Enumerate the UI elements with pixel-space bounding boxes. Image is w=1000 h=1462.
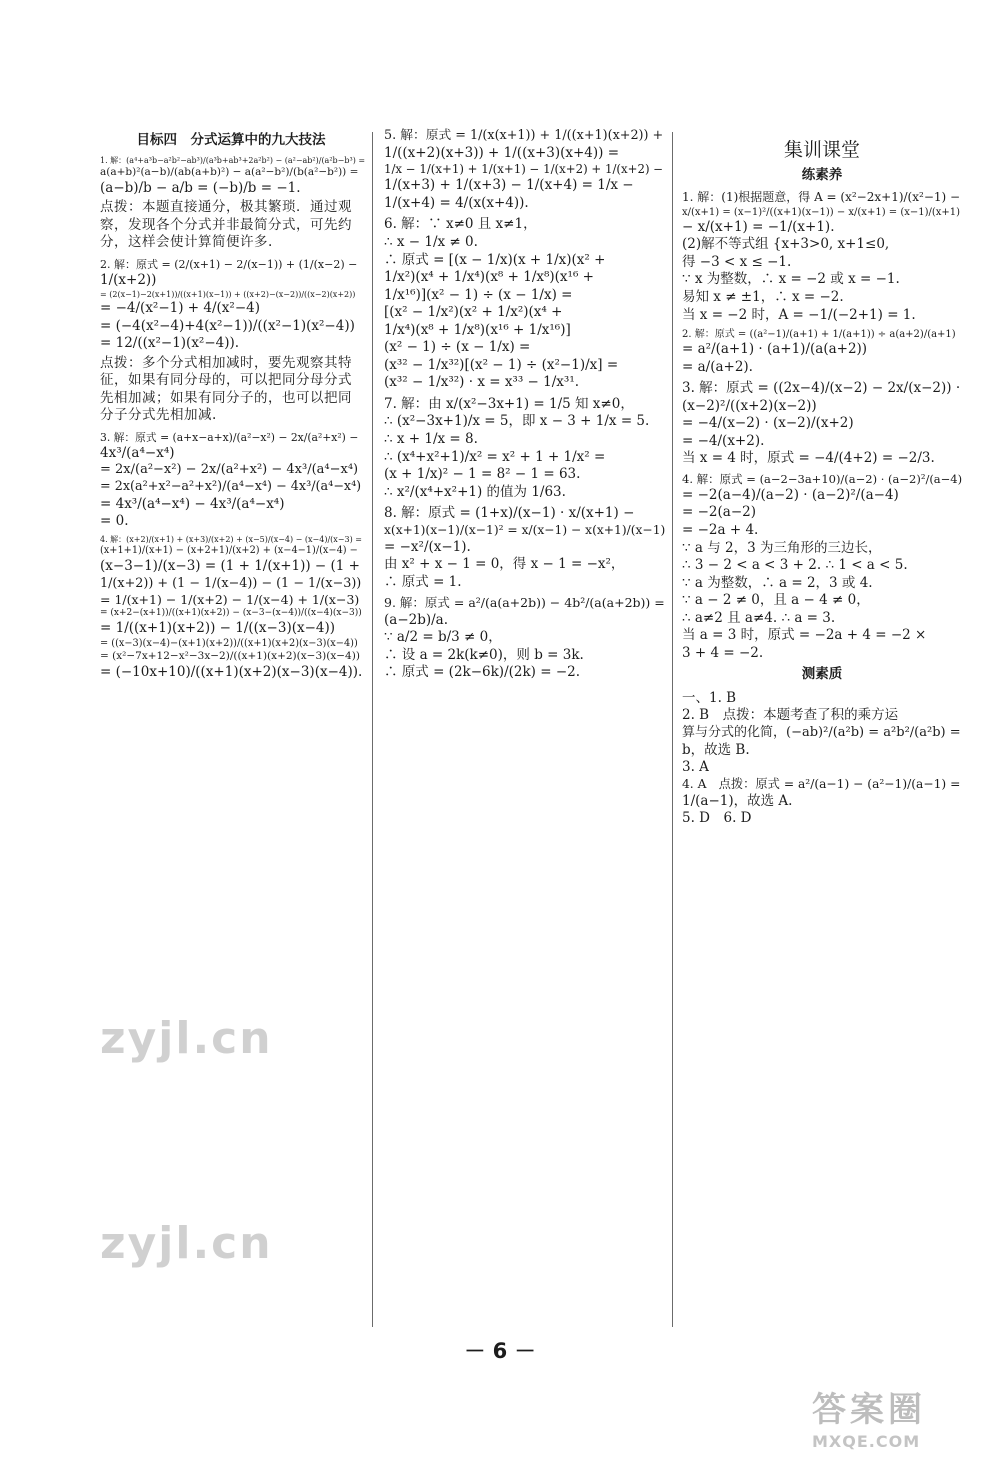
solution-line: 3 + 4 = −2. bbox=[682, 644, 764, 661]
subsection-heading-test: 测素质 bbox=[801, 666, 843, 683]
tip-note: 点拨：本题直接通分，极其繁琐．通过观察，发现各个分式并非最简分式，可先约分，这样会使计算简便许多. bbox=[100, 199, 352, 251]
solution-item bbox=[100, 155, 366, 252]
solution-item bbox=[682, 472, 962, 662]
solution-line: ∵ a 与 2，3 为三角形的三边长， bbox=[682, 539, 882, 556]
solution-line: 4. 解：原式 = (a−2−3a+10)/(a−2) · (a−2)²/(a−4) bbox=[682, 471, 963, 486]
answer-list bbox=[682, 690, 962, 828]
solution-line: 当 a = 3 时，原式 = −2a + 4 = −2 × bbox=[682, 627, 927, 644]
section-heading: 目标四 分式运算中的九大技法 bbox=[136, 132, 326, 148]
answer-line: 2. B 点拨：本题考查了积的乘方运 bbox=[682, 707, 899, 724]
solution-line: 1/(x+3) + 1/(x+3) − 1/(x+4) = 1/x − bbox=[384, 177, 634, 194]
solution-line: 5. 解：原式 = 1/(x(x+1)) + 1/((x+1)(x+2)) + bbox=[384, 128, 664, 143]
solution-line: x(x+1)(x−1)/(x−1)² = x/(x−1) − x(x+1)/(x−1) bbox=[384, 522, 666, 537]
section-title: 集训课堂 bbox=[783, 139, 860, 161]
solution-item bbox=[682, 380, 962, 468]
solution-item bbox=[384, 216, 668, 391]
solution-line: ∵ a 为整数，∴ a = 2，3 或 4. bbox=[682, 574, 873, 591]
answer-line: 1/(a−1)，故选 A. bbox=[682, 792, 793, 809]
solution-line: = −2(a−2) bbox=[682, 504, 756, 521]
solution-line: = a²/(a+1) · (a+1)/(a(a+2)) bbox=[682, 341, 868, 358]
watermark-text: zyjl.cn bbox=[100, 1218, 273, 1269]
solution-line: 1/x¹⁶)](x² − 1) ÷ (x − 1/x) = bbox=[384, 286, 573, 303]
solution-line: = −2(a−4)/(a−2) · (a−2)²/(a−4) bbox=[682, 486, 899, 503]
solution-list bbox=[682, 190, 962, 662]
solution-line: = 0. bbox=[100, 513, 129, 530]
solution-line: 1/x − 1/(x+1) + 1/(x+1) − 1/(x+2) + 1/(x+2) − bbox=[384, 162, 664, 177]
solution-line: (x−3−1)/(x−3) = (1 + 1/(x+1)) − (1 + bbox=[100, 557, 360, 574]
solution-line: 1/x²)(x⁴ + 1/x⁴)(x⁸ + 1/x⁸)(x¹⁶ + bbox=[384, 269, 594, 286]
solution-line: 1/(x+2)) bbox=[100, 272, 157, 289]
solution-line: 1/x⁴)(x⁸ + 1/x⁸)(x¹⁶ + 1/x¹⁶)] bbox=[384, 321, 571, 338]
solution-line: 当 x = 4 时，原式 = −4/(4+2) = −2/3. bbox=[682, 450, 935, 467]
solution-line: 2. 解：原式 = ((a²−1)/(a+1) + 1/(a+1)) ÷ a(a+2)/(a+1) bbox=[682, 329, 956, 341]
solution-line: 9. 解：原式 = a²/(a(a+2b)) − 4b²/(a(a+2b)) = bbox=[384, 595, 665, 611]
solution-item bbox=[384, 396, 668, 501]
solution-line: 7. 解：由 x/(x²−3x+1) = 1/5 知 x≠0， bbox=[384, 395, 634, 412]
solution-line: 8. 解：原式 = (1+x)/(x−1) · x/(x+1) − bbox=[384, 505, 635, 522]
logo-url: MXQE.COM bbox=[812, 1432, 921, 1452]
solution-line: = (x+2−(x+1))/((x+1)(x+2)) − (x−3−(x−4))/((x−4)(x−3)) bbox=[100, 608, 362, 619]
solution-item bbox=[100, 258, 362, 425]
column-divider bbox=[372, 132, 373, 1327]
solution-line: ∴ 原式 = 1. bbox=[384, 573, 462, 590]
solution-line: = (−10x+10)/((x+1)(x+2)(x−3)(x−4)). bbox=[100, 663, 363, 680]
solution-line: 1/((x+2)(x+3)) + 1/((x+3)(x+4)) = bbox=[384, 144, 620, 161]
solution-line: = −4/(x−2) · (x−2)/(x+2) bbox=[682, 415, 854, 432]
solution-line: = 12/((x²−1)(x²−4)). bbox=[100, 335, 240, 352]
solution-line: = (x²−7x+12−x²−3x−2)/((x+1)(x+2)(x−3)(x−4)) bbox=[100, 650, 360, 663]
solution-line: 6. 解：∵ x≠0 且 x≠1， bbox=[384, 216, 537, 233]
solution-line: ∴ (x²−3x+1)/x = 5，即 x − 3 + 1/x = 5. bbox=[384, 413, 650, 430]
solution-line: (a−2b)/a. bbox=[384, 611, 449, 628]
solution-line: − x/(x+1) = −1/(x+1). bbox=[682, 218, 835, 235]
solution-line: ∴ x − 1/x ≠ 0. bbox=[384, 234, 478, 251]
solution-line: (x³² − 1/x³²) · x = x³³ − 1/x³¹. bbox=[384, 374, 580, 391]
answer-line: 算与分式的化简，(−ab)²/(a²b) = a²b²/(a²b) = bbox=[682, 724, 961, 740]
solution-line: 4. 解：(x+2)/(x+1) + (x+3)/(x+2) + (x−5)/(x−4) − (x−4)/(x−3) = bbox=[100, 534, 362, 544]
column-left bbox=[100, 128, 366, 685]
solution-line: (x³² − 1/x³²)[(x² − 1) ÷ (x²−1)/x] = bbox=[384, 356, 619, 373]
solution-line: [(x² − 1/x²)(x² + 1/x²)(x⁴ + bbox=[384, 304, 563, 321]
solution-line: ∵ a − 2 ≠ 0，且 a − 4 ≠ 0， bbox=[682, 592, 870, 609]
column-middle bbox=[384, 128, 668, 686]
solution-item bbox=[682, 328, 962, 376]
solution-line: 1/(x+4) = 4/(x(x+4)). bbox=[384, 194, 529, 211]
solution-line: = 1/((x+1)(x+2)) − 1/((x−3)(x−4)) bbox=[100, 620, 336, 636]
solution-line: = (2(x−1)−2(x+1))/((x+1)(x−1)) + ((x+2)−(x−2))/((x−2)(x+2)) bbox=[100, 289, 356, 299]
solution-line: = 4x³/(a⁴−x⁴) − 4x³/(a⁴−x⁴) bbox=[100, 495, 285, 512]
solution-line: (a−b)/b − a/b = (−b)/b = −1. bbox=[100, 179, 301, 196]
solution-line: 得 −3 < x ≤ −1. bbox=[682, 253, 792, 270]
solution-line: (x−2)²/((x+2)(x−2)) bbox=[682, 397, 817, 414]
solution-line: = −x²/(x−1). bbox=[384, 538, 471, 555]
solution-line: 4x³/(a⁴−x⁴) bbox=[100, 444, 175, 461]
solution-line: 当 x = −2 时，A = −1/(−2+1) = 1. bbox=[682, 306, 916, 323]
answer-line: b，故选 B. bbox=[682, 741, 750, 758]
column-divider bbox=[672, 132, 673, 1327]
solution-line: 1. 解：(1)根据题意，得 A = (x²−2x+1)/(x²−1) − bbox=[682, 190, 961, 205]
page-number: － 6 － bbox=[464, 1339, 536, 1363]
solution-line: 1. 解：(a⁴+a³b−a²b²−ab³)/(a³b+ab³+2a²b²) − (a²−ab²)/(a²b−b³) = bbox=[100, 155, 366, 165]
solution-item bbox=[384, 128, 668, 212]
solution-line: = 2x/(a²−x²) − 2x/(a²+x²) − 4x³/(a⁴−x⁴) bbox=[100, 462, 359, 478]
solution-line: 3. 解：原式 = ((2x−4)/(x−2) − 2x/(x−2)) · bbox=[682, 380, 961, 397]
solution-item bbox=[384, 595, 668, 681]
solution-line: 2. 解：原式 = (2/(x+1) − 2/(x−1)) + (1/(x−2) − bbox=[100, 257, 358, 271]
solution-line: = −4/(x+2). bbox=[682, 432, 765, 449]
solution-line: ∴ 原式 = (2k−6k)/(2k) = −2. bbox=[384, 664, 581, 681]
solution-line: = ((x−3)(x−4)−(x+1)(x+2))/((x+1)(x+2)(x−3)(x−4)) bbox=[100, 637, 358, 649]
solution-line: (x+1+1)/(x+1) − (x+2+1)/(x+2) + (x−4−1)/(x−4) − bbox=[100, 545, 358, 557]
solution-line: = −2a + 4. bbox=[682, 521, 759, 538]
solution-line: ∵ x 为整数，∴ x = −2 或 x = −1. bbox=[682, 271, 900, 288]
answer-line: 5. D 6. D bbox=[682, 810, 752, 827]
solution-line: a(a+b)²(a−b)/(ab(a+b)²) − a(a²−b²)/(b(a²−b²)) = bbox=[100, 165, 359, 178]
solution-line: x/(x+1) = (x−1)²/((x+1)(x−1)) − x/(x+1) = (x−1)/(x+1) bbox=[682, 206, 961, 218]
solution-list bbox=[384, 128, 668, 682]
solution-line: ∴ x + 1/x = 8. bbox=[384, 431, 478, 448]
solution-item bbox=[384, 505, 668, 591]
solution-line: ∴ x²/(x⁴+x²+1) 的值为 1/63. bbox=[384, 483, 566, 500]
solution-line: 3. 解：原式 = (a+x−a+x)/(a²−x²) − 2x/(a²+x²) − bbox=[100, 430, 359, 444]
solution-line: = a/(a+2). bbox=[682, 358, 753, 375]
solution-line: 由 x² + x − 1 = 0，得 x − 1 = −x²， bbox=[384, 556, 625, 573]
subsection-heading-practice: 练素养 bbox=[801, 166, 843, 183]
solution-line: (2)解不等式组 {x+3>0, x+1≤0, bbox=[682, 236, 890, 253]
solution-line: = 2x(a²+x²−a²+x²)/(a⁴−x⁴) − 4x³/(a⁴−x⁴) bbox=[100, 479, 362, 495]
logo-text: 答案圈 bbox=[812, 1390, 926, 1430]
solution-line: (x + 1/x)² − 1 = 8² − 1 = 63. bbox=[384, 466, 581, 483]
solution-line: ∴ 原式 = [(x − 1/x)(x + 1/x)(x² + bbox=[384, 251, 606, 268]
solution-list bbox=[100, 155, 366, 682]
solution-line: ∴ 设 a = 2k(k≠0)，则 b = 3k. bbox=[384, 646, 584, 663]
solution-line: ∴ 3 − 2 < a < 3 + 2. ∴ 1 < a < 5. bbox=[682, 557, 908, 574]
answer-line: 3. A bbox=[682, 759, 709, 776]
site-logo bbox=[812, 1388, 982, 1450]
solution-line: = 1/(x+1) − 1/(x+2) − 1/(x−4) + 1/(x−3) bbox=[100, 592, 360, 608]
solution-line: ∵ a/2 = b/3 ≠ 0， bbox=[384, 629, 502, 646]
solution-line: = (−4(x²−4)+4(x²−1))/((x²−1)(x²−4)) bbox=[100, 317, 355, 334]
solution-line: ∴ (x⁴+x²+1)/x² = x² + 1 + 1/x² = bbox=[384, 448, 606, 465]
watermark-text: zyjl.cn bbox=[100, 1013, 273, 1064]
answer-line: 4. A 点拨：原式 = a²/(a−1) − (a²−1)/(a−1) = bbox=[682, 776, 961, 791]
answer-line: 一、1. B bbox=[682, 689, 737, 706]
solution-item bbox=[100, 535, 362, 682]
solution-line: 易知 x ≠ ±1，∴ x = −2. bbox=[682, 289, 844, 306]
solution-line: (x² − 1) ÷ (x − 1/x) = bbox=[384, 339, 531, 356]
solution-item bbox=[100, 431, 362, 531]
solution-item bbox=[682, 190, 962, 324]
solution-line: = −4/(x²−1) + 4/(x²−4) bbox=[100, 300, 261, 316]
solution-line: 1/(x+2)) + (1 − 1/(x−4)) − (1 − 1/(x−3)) bbox=[100, 575, 362, 591]
solution-line: ∴ a≠2 且 a≠4. ∴ a = 3. bbox=[682, 609, 836, 626]
column-right bbox=[682, 128, 962, 828]
tip-note: 点拨：多个分式相加减时，要先观察其特征，如果有同分母的，可以把同分母分式先相加减；如果有同分子的，也可以把同分子分式先相加减. bbox=[100, 354, 352, 424]
